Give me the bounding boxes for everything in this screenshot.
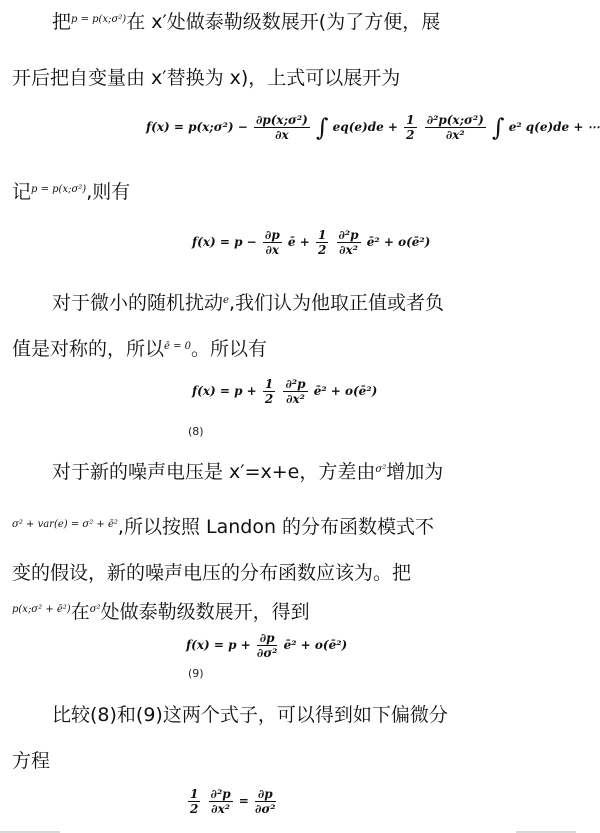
eq1-frac2 [425,113,486,142]
para4-line3: 变的假设，新的噪声电压的分布函数应该为。把 [12,562,412,584]
eq1-int2: e² q(e)de + ⋯ [508,120,600,134]
equation-number-9: (9) [188,667,204,680]
eq1-half-den: 2 [406,128,415,142]
para4-line4b: 处做泰勒级数展开，得到 [100,601,310,623]
para3-line1b: ,我们认为他取正值或者负 [228,292,444,314]
eq5-rfrac [255,787,276,816]
para4-inline4: p(x;σ² + ē²) [12,604,71,615]
para1-inline-def: p = p(x;σ²) [71,14,127,25]
para4-var-expr: σ² + var(e) = σ² + ē² [12,519,118,530]
para4-line2b: ,所以按照 Landon 的分布函数模式不 [117,516,435,538]
para2-prefix: 记 [12,181,32,203]
eq5-lfrac [209,787,233,816]
equation-number-8: (8) [188,425,204,438]
eq1-lhs: f(x) = p(x;σ²) − [146,120,248,134]
para2-suffix: ,则有 [86,181,131,203]
eq1-frac2-num: ∂²p(x;σ²) [426,113,484,127]
para4-line2 [12,513,434,539]
eq4-frac [257,631,278,660]
eq5-rfrac-den: ∂σ² [255,802,276,816]
eq4-lhs: f(x) = p + [186,638,251,652]
para4-line4 [12,598,310,624]
eq1-frac1-num: ∂p(x;σ²) [255,113,308,127]
eq2-half-den: 2 [317,243,327,257]
para5-line1: 比较(8)和(9)这两个式子，可以得到如下偏微分 [52,704,448,726]
eq2-frac2-num: ∂²p [338,228,359,242]
eq1-frac1-den: ∂x [275,128,289,142]
eq1-frac2-den: ∂x² [445,128,465,142]
eq1-int1: eq(e)de + [332,120,398,134]
para3-line2b: 。所以有 [191,338,268,360]
eq1-half-num: 1 [406,113,415,127]
para3-line2 [12,335,267,361]
eq5-half-num: 1 [190,787,199,801]
eq5-lfrac-num: ∂²p [210,787,231,801]
para3-line1 [52,289,444,315]
eq4-tail: ē² + o(ē²) [283,638,348,652]
eq2-frac1-den: ∂x [265,243,280,257]
para4-line4a: 在 [70,601,90,623]
equation-1 [146,113,600,142]
eq3-half-num: 1 [264,377,274,391]
para1-line2: 开后把自变量由 x′替换为 x)，上式可以展开为 [12,67,401,89]
para3-ebar: ē = 0 [164,341,192,352]
eq3-tail: ē² + o(ē²) [313,384,378,398]
eq3-half-den: 2 [264,392,274,406]
para3-e: e [223,295,229,306]
eq4-frac-den: ∂σ² [256,646,278,660]
para3-line2a: 值是对称的，所以 [12,338,165,360]
equation-5 [186,787,278,816]
para1-middle: 在 x′处做泰勒级数展开(为了方便，展 [126,11,441,33]
eq2-frac2 [337,228,361,257]
eq5-half-den: 2 [190,802,199,816]
para2-line [12,178,130,204]
eq3-half [263,377,275,406]
para1-prefix: 把 [52,11,72,33]
equation-2 [192,228,430,257]
eq2-lhs: f(x) = p − [192,235,257,249]
integral-sign-2: ∫ [491,113,505,142]
para3-line1a: 对于微小的随机扰动 [52,292,224,314]
para2-inline-def: p = p(x;σ²) [31,184,87,195]
equation-3 [192,377,377,406]
eq3-lhs: f(x) = p + [192,384,257,398]
eq2-frac1 [263,228,282,257]
eq1-frac1 [254,113,310,142]
eq2-half-num: 1 [317,228,327,242]
para5-line2: 方程 [12,750,51,772]
eq5-half [188,787,200,816]
eq3-frac-num: ∂²p [285,377,306,391]
eq5-equals: = [238,794,249,808]
eq4-frac-num: ∂p [257,631,278,646]
eq3-frac [283,377,307,406]
eq5-lfrac-den: ∂x² [211,802,230,816]
para4-sigma: σ² [375,464,387,475]
eq2-mid: ē + [287,235,310,249]
integral-sign-1: ∫ [315,113,329,142]
eq2-frac2-den: ∂x² [339,243,358,257]
para4-sigma2: σ² [89,604,101,615]
eq2-frac1-num: ∂p [264,228,280,242]
eq1-half [404,113,416,142]
para1-line1 [52,8,440,34]
eq2-half [316,228,328,257]
para4-line1 [52,458,443,484]
para4-line1a: 对于新的噪声电压是 x′=x+e，方差由 [52,461,376,483]
equation-4 [186,631,347,660]
eq5-rfrac-num: ∂p [255,787,276,802]
eq3-frac-den: ∂x² [286,392,305,406]
eq2-tail: ē² + o(ē²) [366,235,431,249]
para4-line1b: 增加为 [386,461,444,483]
